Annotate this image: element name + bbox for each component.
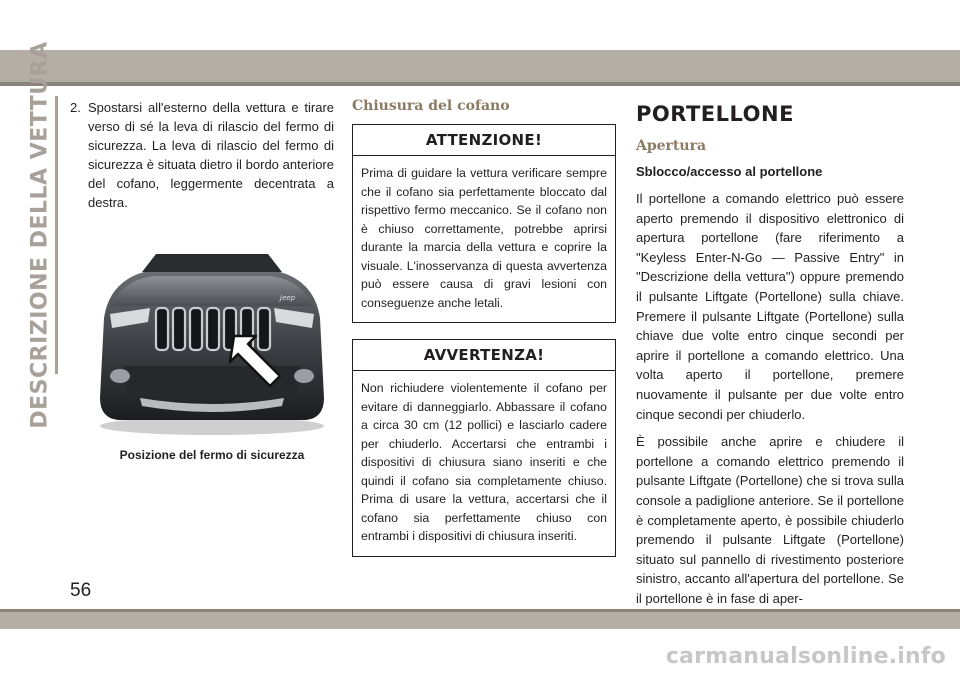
header-band — [0, 50, 960, 82]
chapter-section-title: PORTELLONE — [636, 102, 794, 126]
warning-text: Prima di guidare la vettura verificare sempre che il cofano sia perfettamente bloccato dal rispettivo fermo meccanico. Se il cofano non è chiuso correttamente, potrebbe aprirsi durante la marcia della vettura e coprire la visuale. L'inosservanza di questa avvertenza può essere causa di gravi lesioni con conseguenze anche letali. — [361, 166, 607, 310]
header-rule — [0, 82, 960, 86]
warning-title: ATTENZIONE! — [353, 125, 615, 156]
caution-text: Non richiudere violentemente il cofano per evitare di danneggiarlo. Abbassare il cofano a circa 30 cm (12 pollici) e lasciarlo cadere per chiuderlo. Accertarsi che entrambi i dispositivi di chiusura siano inseriti e che quindi il cofano sia completamente chiuso. Prima di usare la vettura, accertarsi che il cofano sia perfettamente chiuso con entrambi i dispositivi di chiusura inseriti. — [361, 381, 607, 543]
chapter-tab-label: DESCRIZIONE DELLA VETTURA — [27, 41, 53, 429]
page-number: 56 — [70, 580, 92, 601]
procedure-step — [70, 98, 334, 212]
vehicle-front-illustration — [92, 248, 332, 438]
subsection-heading: Apertura — [636, 138, 707, 154]
chapter-tab — [22, 41, 58, 429]
vehicle-badge: Jeep — [280, 294, 296, 302]
step-number: 2. — [70, 100, 81, 115]
hood-latch-photo — [92, 248, 332, 438]
section-heading: Chiusura del cofano — [352, 98, 510, 114]
site-watermark: carmanualsonline.info — [665, 644, 946, 669]
topic-heading: Sblocco/accesso al portellone — [636, 164, 823, 179]
figure-caption: Posizione del fermo di sicurezza — [119, 448, 305, 462]
column-middle — [352, 98, 616, 573]
page-top-margin — [0, 0, 960, 50]
column-left — [70, 98, 334, 212]
column-right — [636, 98, 904, 616]
footer-band — [0, 612, 960, 629]
step-text: Spostarsi all'esterno della vettura e tirare verso di sé la leva di rilascio del fermo di sicurezza. La leva di rilascio del fermo di sicurezza è situata dietro il bordo anteriore del cofano, leggermente decentrata a destra. — [88, 100, 334, 210]
body-paragraph: Il portellone a comando elettrico può essere aperto premendo il dispositivo elettronico di apertura portellone (fare riferimento a "Keyless Enter-N-Go — Passive Entry" in "Descrizione della vettura") oppure premendo il pulsante Liftgate (Portellone) sulla chiave. Premere il pulsante Liftgate (Portellone) sulla chiave due volte entro cinque secondi per aprire il portellone a comando elettrico. Una volta aperto il portellone, premere nuovamente il pulsante per due volte entro cinque secondi per chiuderlo. — [636, 191, 904, 422]
caution-title: AVVERTENZA! — [353, 340, 615, 371]
caution-box — [352, 339, 616, 557]
body-paragraph: È possibile anche aprire e chiudere il portellone a comando elettrico premendo il pulsante Liftgate (Portellone) che si trova sulla console a padiglione anteriore. Se il portellone è completamente aperto, è possibile chiuderlo premendo il pulsante Liftgate (Portellone) situato sul pannello di rivestimento posteriore sinistro, accanto all'apertura del portellone. Se il portellone è in fase di aper- — [636, 434, 904, 606]
chapter-tab-rule — [55, 96, 58, 374]
warning-box — [352, 124, 616, 323]
